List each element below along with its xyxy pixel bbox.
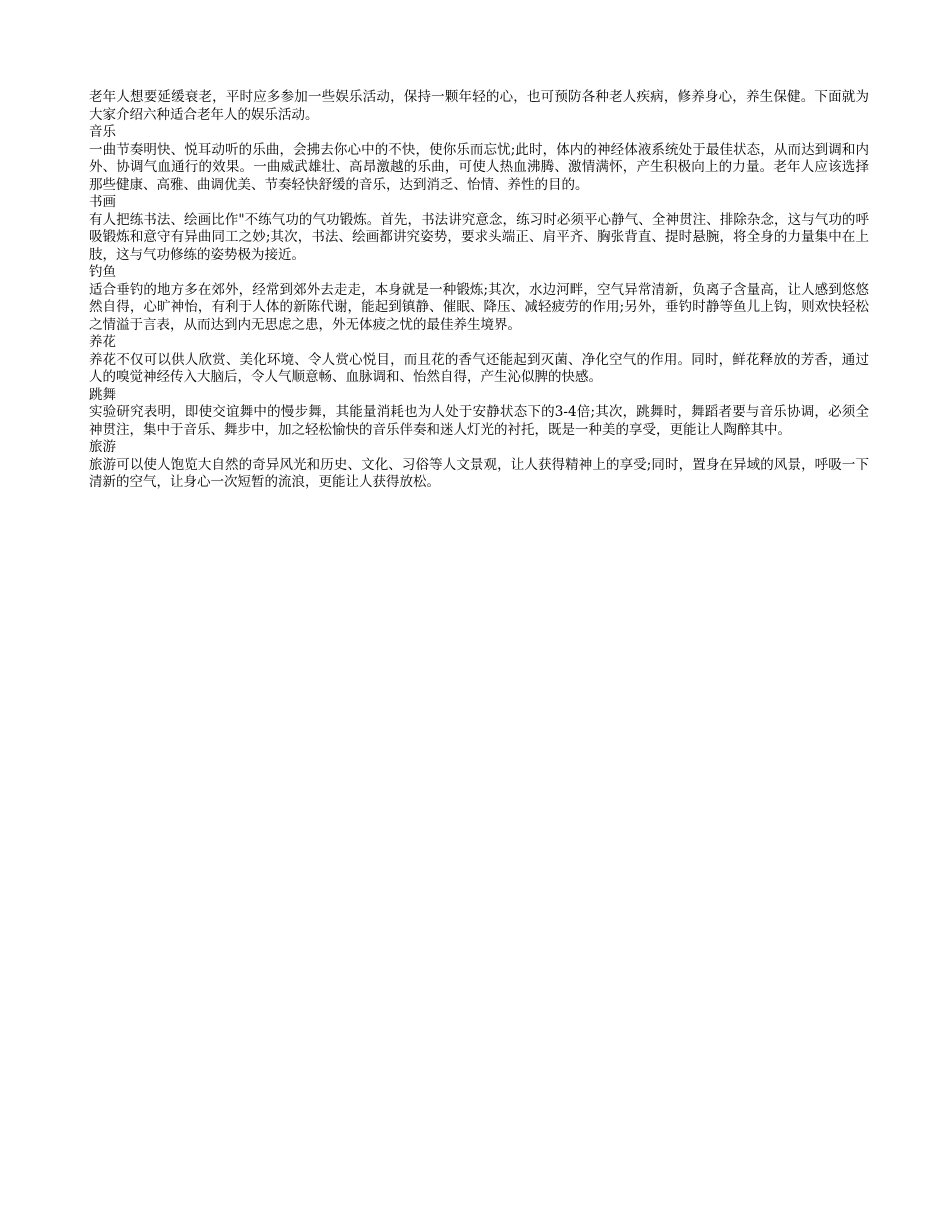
section-body-dancing: 实验研究表明，即使交谊舞中的慢步舞，其能量消耗也为人处于安静状态下的3-4倍;其次，跳舞时，舞蹈者要与音乐协调，必须全神贯注，集中于音乐、舞步中，加之轻松愉快的音乐伴奏和迷人灯光的衬托，既是一种美的享受，更能让人陶醉其中。 [89,404,869,438]
section-heading-travel: 旅游 [89,439,116,455]
section-heading-calligraphy: 书画 [89,194,116,210]
section-body-fishing: 适合垂钓的地方多在郊外，经常到郊外去走走，本身就是一种锻炼;其次，水边河畔，空气异常清新，负离子含量高，让人感到悠悠然自得，心旷神怡，有利于人体的新陈代谢，能起到镇静、催眠、降压、减轻疲劳的作用;另外，垂钓时静等鱼儿上钩，则欢快轻松之情溢于言表，从而达到内无思虑之患，外无体疲之忧的最佳养生境界。 [89,281,869,333]
section-body-calligraphy: 有人把练书法、绘画比作"不练气功的气功锻炼。首先，书法讲究意念，练习时必须平心静气、全神贯注、排除杂念，这与气功的呼吸锻炼和意守有异曲同工之妙;其次，书法、绘画都讲究姿势，要求头端正、肩平齐、胸张背直、提时悬腕，将全身的力量集中在上肢，这与气功修练的姿势极为接近。 [89,211,869,263]
intro-paragraph: 老年人想要延缓衰老，平时应多参加一些娱乐活动，保持一颗年轻的心，也可预防各种老人疾病，修养身心，养生保健。下面就为大家介绍六种适合老年人的娱乐活动。 [89,89,869,123]
section-heading-dancing: 跳舞 [89,386,116,403]
section-body-flowers: 养花不仅可以供人欣赏、美化环境、令人赏心悦目，而且花的香气还能起到灭菌、净化空气的作用。同时，鲜花释放的芳香，通过人的嗅觉神经传入大脑后，令人气顺意畅、血脉调和、怡然自得，产生沁似脾的快感。 [89,351,869,385]
document-body [89,89,869,492]
section-heading-flowers: 养花 [89,334,116,350]
section-heading-music: 音乐 [89,124,116,140]
section-heading-fishing: 钓鱼 [89,264,116,280]
section-body-travel: 旅游可以使人饱览大自然的奇异风光和历史、文化、习俗等人文景观，让人获得精神上的享受;同时，置身在异域的风景，呼吸一下清新的空气，让身心一次短暂的流浪，更能让人获得放松。 [89,456,869,490]
section-body-music: 一曲节奏明快、悦耳动听的乐曲，会拂去你心中的不快，使你乐而忘忧;此时，体内的神经体液系统处于最佳状态，从而达到调和内外、协调气血通行的效果。一曲威武雄壮、高昂激越的乐曲，可使人热血沸腾、激情满怀，产生积极向上的力量。老年人应该选择那些健康、高雅、曲调优美、节奏轻快舒缓的音乐，达到消乏、怡情、养性的目的。 [89,141,869,193]
